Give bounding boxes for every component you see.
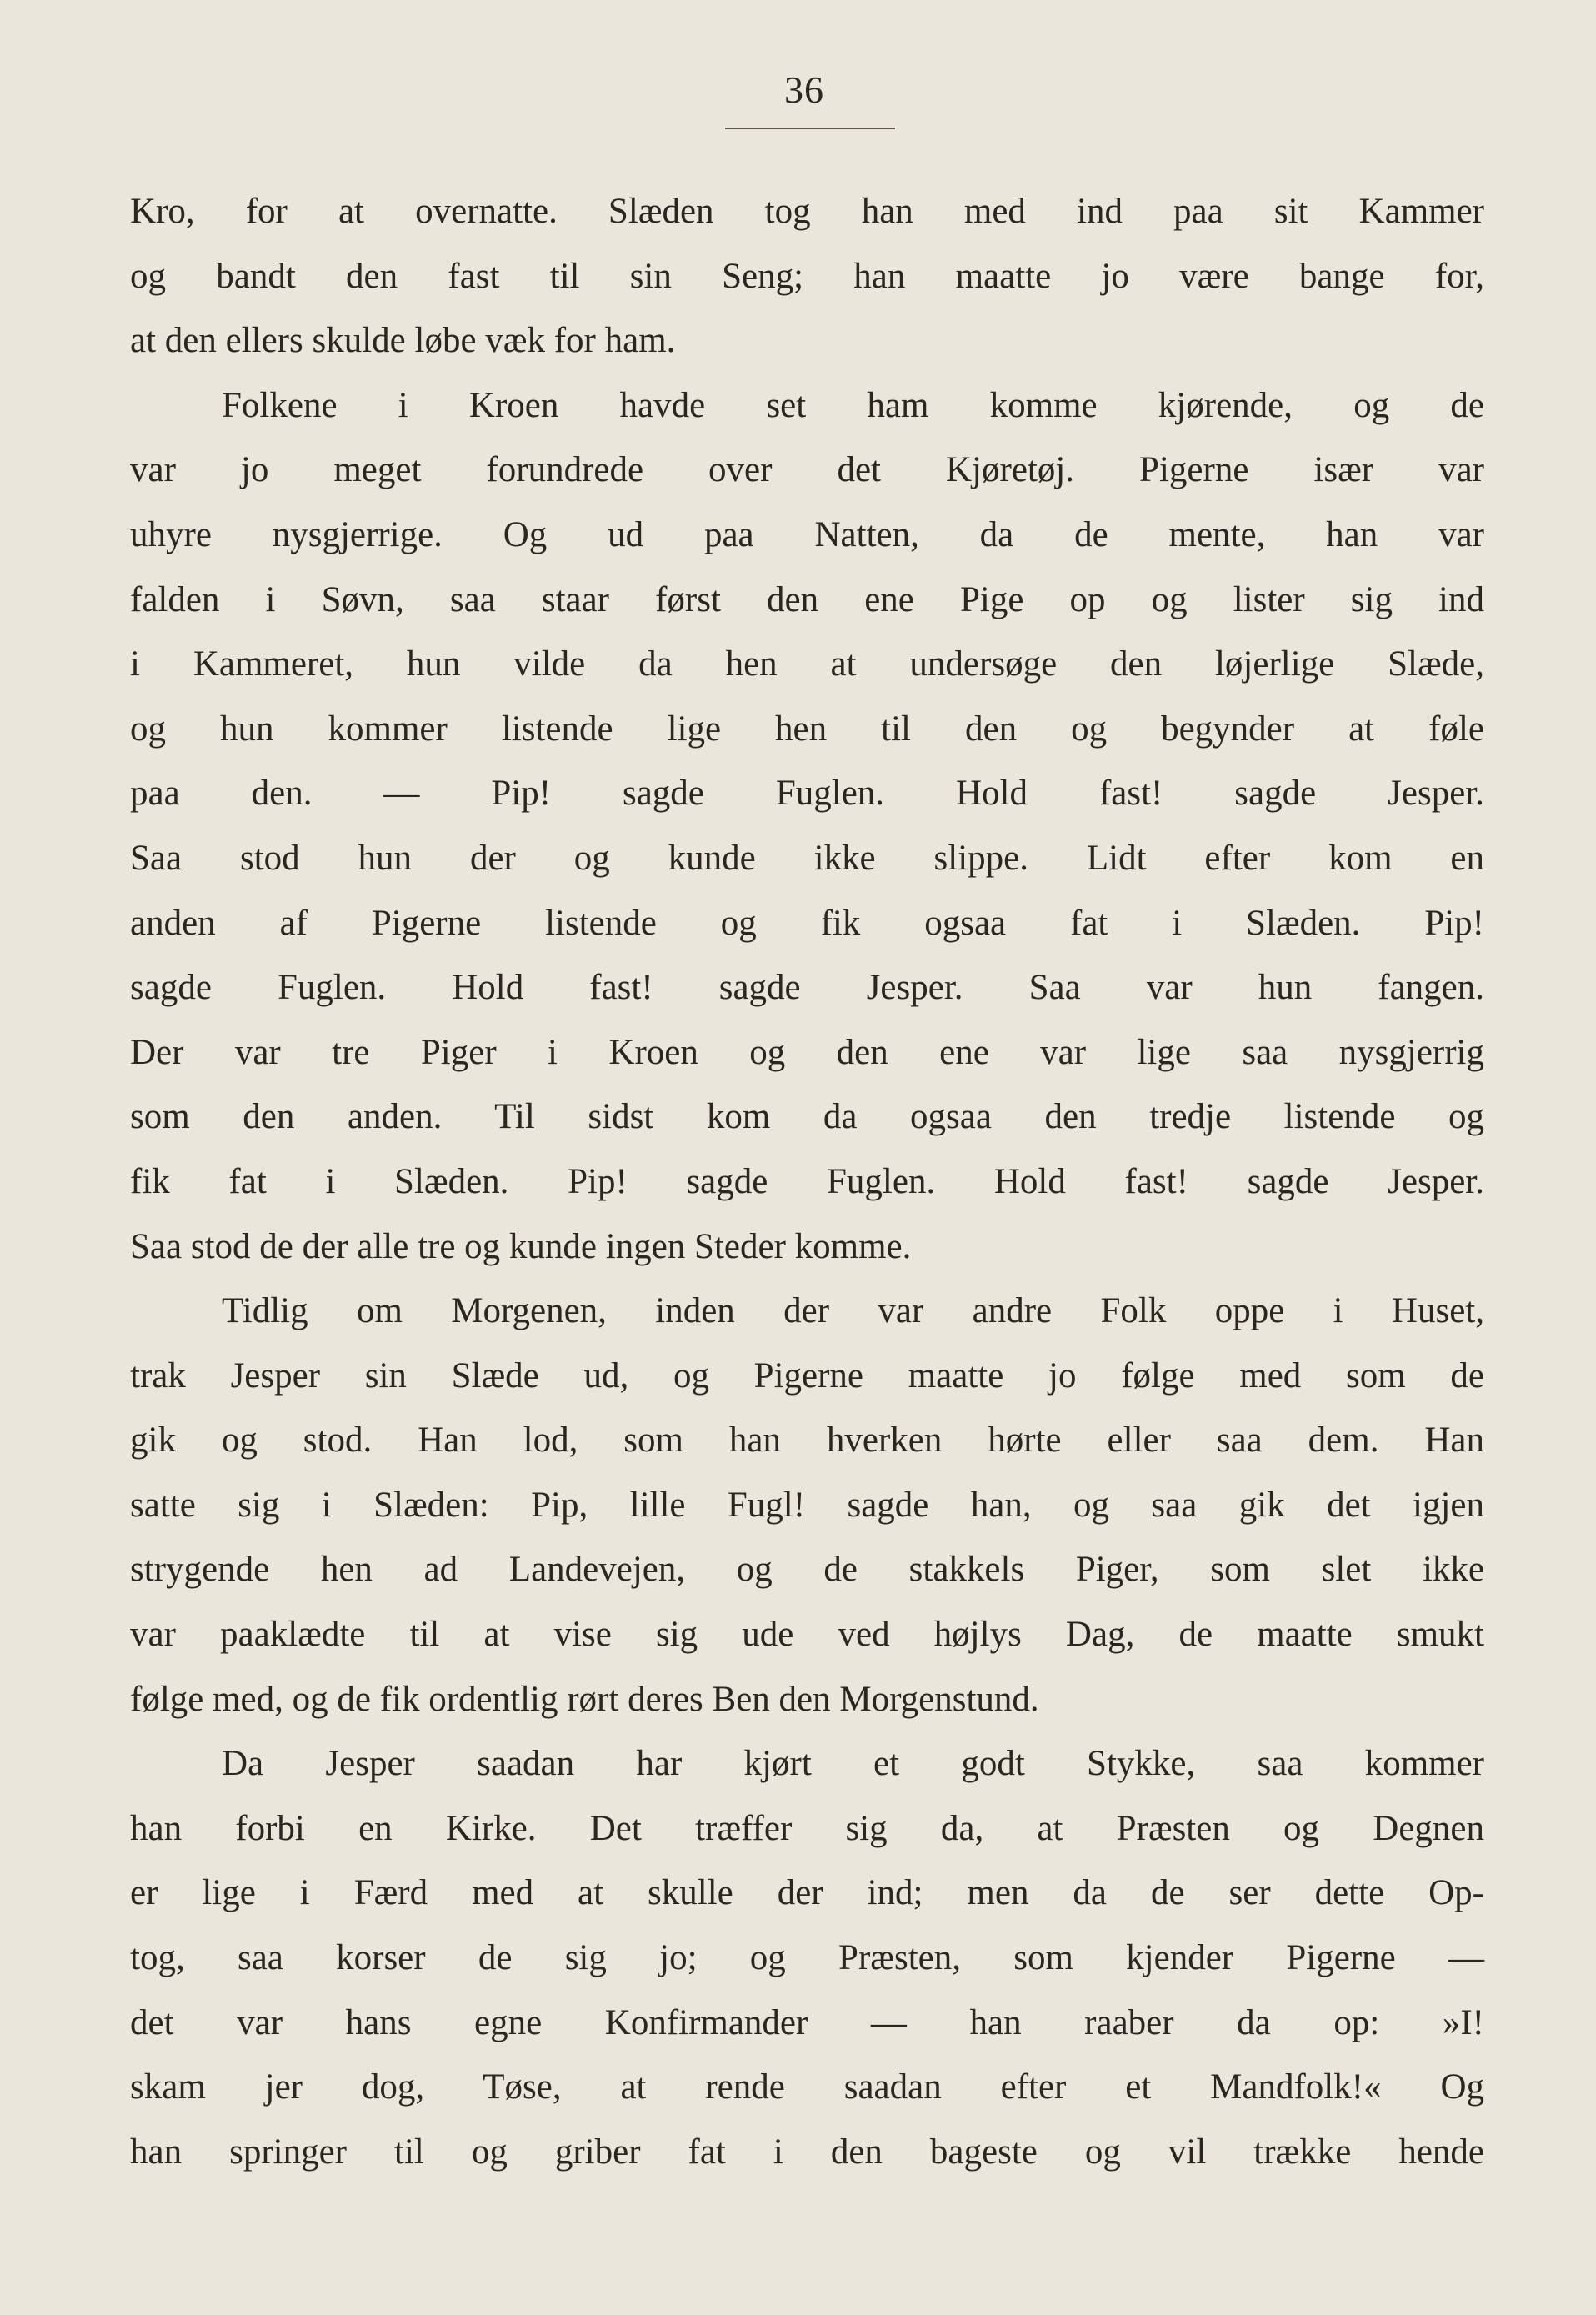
text-line: uhyre nysgjerrige. Og ud paa Natten, da de mente, han var	[130, 514, 1484, 554]
text-line: er lige i Færd med at skulle der ind; men da de ser dette Op-	[130, 1873, 1484, 1913]
text-line: følge med, og de fik ordentlig rørt deres Ben den Morgenstund.	[130, 1679, 1039, 1719]
text-line: han springer til og griber fat i den bageste og vil trække hende	[130, 2132, 1484, 2172]
text-line: skam jer dog, Tøse, at rende saadan efter et Mandfolk!« Og	[130, 2067, 1484, 2107]
body-text	[130, 179, 1484, 2184]
text-line: trak Jesper sin Slæde ud, og Pigerne maatte jo følge med som de	[130, 1355, 1484, 1396]
text-line: at den ellers skulde løbe væk for ham.	[130, 321, 676, 361]
text-line: og hun kommer listende lige hen til den og begynder at føle	[130, 709, 1484, 749]
text-line: Der var tre Piger i Kroen og den ene var lige saa nysgjerrig	[130, 1032, 1484, 1072]
text-line: var paaklædte til at vise sig ude ved højlys Dag, de maatte smukt	[130, 1615, 1484, 1655]
text-line: Da Jesper saadan har kjørt et godt Stykke, saa kommer	[222, 1744, 1484, 1784]
text-line: han forbi en Kirke. Det træffer sig da, at Præsten og Degnen	[130, 1808, 1484, 1848]
text-line: paa den. — Pip! sagde Fuglen. Hold fast! sagde Jesper.	[130, 774, 1484, 814]
text-line: og bandt den fast til sin Seng; han maatte jo være bange for,	[130, 256, 1484, 296]
text-line: sagde Fuglen. Hold fast! sagde Jesper. Saa var hun fangen.	[130, 968, 1484, 1008]
text-line: i Kammeret, hun vilde da hen at undersøge den løjerlige Slæde,	[130, 644, 1484, 684]
text-line: Saa stod hun der og kunde ikke slippe. Lidt efter kom en	[130, 838, 1484, 878]
text-line: strygende hen ad Landevejen, og de stakkels Piger, som slet ikke	[130, 1550, 1484, 1590]
text-line: Folkene i Kroen havde set ham komme kjørende, og de	[222, 385, 1484, 425]
text-line: falden i Søvn, saa staar først den ene Pige op og lister sig ind	[130, 579, 1484, 619]
page-number-rule	[725, 128, 895, 129]
text-line: anden af Pigerne listende og fik ogsaa fat i Slæden. Pip!	[130, 903, 1484, 943]
text-line: var jo meget forundrede over det Kjøretøj. Pigerne især var	[130, 450, 1484, 490]
text-line: som den anden. Til sidst kom da ogsaa den tredje listende og	[130, 1097, 1484, 1137]
page-number: 36	[784, 68, 824, 111]
text-line: gik og stod. Han lod, som han hverken hørte eller saa dem. Han	[130, 1421, 1484, 1461]
text-line: fik fat i Slæden. Pip! sagde Fuglen. Hold fast! sagde Jesper.	[130, 1161, 1484, 1201]
text-line: Tidlig om Morgenen, inden der var andre Folk oppe i Huset,	[222, 1291, 1484, 1331]
text-line: Kro, for at overnatte. Slæden tog han med ind paa sit Kammer	[130, 192, 1484, 231]
text-line: tog, saa korser de sig jo; og Præsten, som kjender Pigerne —	[130, 1938, 1484, 1978]
text-line: satte sig i Slæden: Pip, lille Fugl! sagde han, og saa gik det igjen	[130, 1485, 1484, 1525]
text-line: Saa stod de der alle tre og kunde ingen Steder komme.	[130, 1226, 912, 1266]
text-line: det var hans egne Konfirmander — han raaber da op: »I!	[130, 2002, 1484, 2042]
